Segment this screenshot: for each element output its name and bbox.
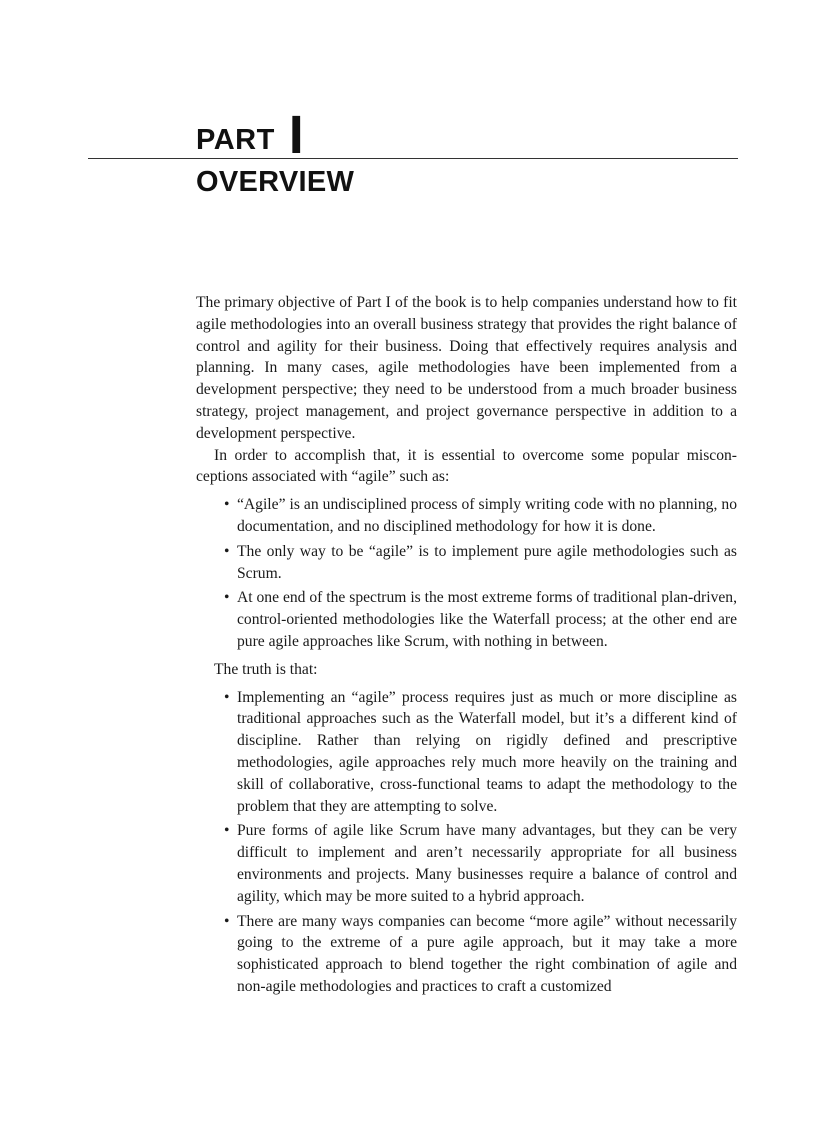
- list-item: [224, 587, 737, 652]
- bullet-icon: •: [224, 542, 230, 560]
- intro-paragraph: The primary objective of Part I of the book is to help companies understand how to fit agile methodologies into an overall business strategy that provides the right balance of control and agility for their business. Doing that effectively requires analysis and planning. In many cases, agile methodologies have been implemented from a development perspective; they need to be understood from a much broader business strategy, project management, and project governance perspective in addition to a development perspective.: [196, 294, 737, 442]
- misconception-text: “Agile” is an undisciplined process of simply writing code with no planning, no documentation, and no disciplined methodology for how it is done.: [237, 496, 737, 535]
- misconceptions-intro: In order to accomplish that, it is essential to overcome some popular misconceptions associated with “agile” such as:: [196, 446, 737, 486]
- body-text: [196, 292, 737, 1004]
- part-heading: [196, 104, 304, 165]
- part-title: OVERVIEW: [196, 166, 355, 198]
- list-item: [224, 911, 737, 998]
- list-item: [224, 541, 737, 585]
- bullet-icon: •: [224, 688, 230, 706]
- misconception-text: At one end of the spectrum is the most extreme forms of traditional plan-driven, control-oriented methodologies like the Waterfall process; at the other end are pure agile approaches like Scrum, with nothing in between.: [237, 589, 737, 650]
- bullet-icon: •: [224, 822, 230, 840]
- heading-divider: [88, 158, 738, 159]
- bullet-icon: •: [224, 912, 230, 930]
- truths-list: [196, 687, 737, 998]
- truth-text: Pure forms of agile like Scrum have many advantages, but they can be very difficult to implement and aren’t necessarily appropriate for all business environments and projects. Many businesses require a balance of control and agility, which may be more suited to a hybrid approach.: [237, 822, 737, 905]
- misconception-text: The only way to be “agile” is to implement pure agile methodologies such as Scrum.: [237, 542, 737, 582]
- truth-text: Implementing an “agile” process requires just as much or more discipline as traditional approaches such as the Waterfall model, but it’s a different kind of discipline. Rather than relying on rigidly defined and prescriptive methodologies, agile approaches rely much more heavily on the training and skill of collaborative, cross-functional teams to adapt the methodology to the problem that they are attempting to solve.: [237, 688, 737, 815]
- truth-text: There are many ways companies can become “more agile” without necessarily going to the extreme of a pure agile approach, but it may take a more sophisticated approach to blend together the right combination of agile and non-agile methodologies and practices to craft a customized: [237, 912, 737, 995]
- bullet-icon: •: [224, 496, 230, 514]
- bullet-icon: •: [224, 589, 230, 607]
- list-item: [224, 494, 737, 538]
- misconceptions-list: [196, 494, 737, 653]
- part-number: I: [288, 105, 304, 165]
- list-item: [224, 687, 737, 818]
- truth-intro: The truth is that:: [214, 660, 318, 678]
- part-label: PART: [196, 124, 275, 156]
- list-item: [224, 820, 737, 907]
